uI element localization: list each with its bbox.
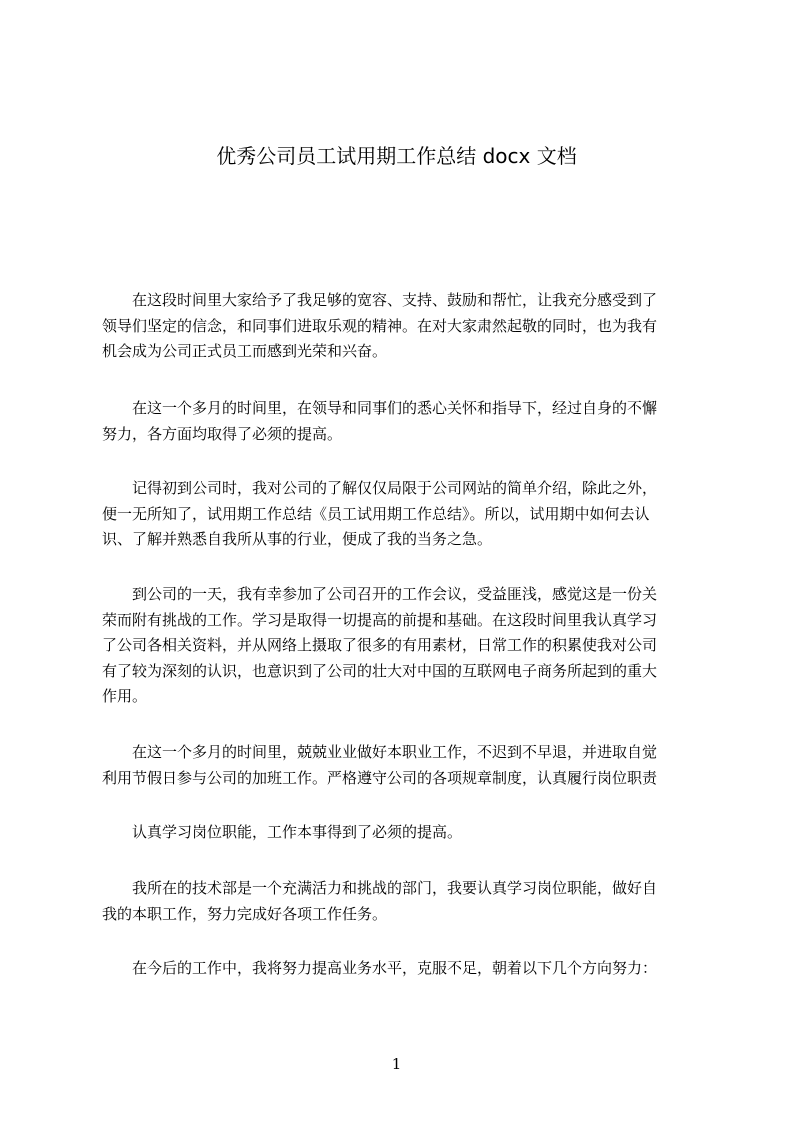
paragraph-7	[102, 876, 702, 927]
paragraph-line: 荣而附有挑战的工作。学习是取得一切提高的前提和基础。在这段时间里我认真学习	[102, 610, 658, 629]
paragraph-3	[102, 476, 702, 553]
paragraph-line: 领导们坚定的信念，和同事们进取乐观的精神。在对大家肃然起敬的同时，也为我有	[102, 316, 658, 335]
paragraph-line: 努力，各方面均取得了必须的提高。	[102, 424, 343, 443]
paragraph-5	[102, 740, 702, 791]
paragraph-line: 记得初到公司时，我对公司的了解仅仅局限于公司网站的简单介绍，除此之外，	[102, 479, 658, 497]
paragraph-line: 有了较为深刻的认识，也意识到了公司的壮大对中国的互联网电子商务所起到的重大	[102, 661, 658, 680]
paragraph-line: 了公司各相关资料，并从网络上摄取了很多的有用素材，日常工作的积累使我对公司	[102, 636, 658, 654]
paragraph-line: 我所在的技术部是一个充满活力和挑战的部门，我要认真学习岗位职能，做好自	[102, 879, 658, 897]
paragraph-line: 利用节假日参与公司的加班工作。严格遵守公司的各项规章制度，认真履行岗位职责	[102, 768, 658, 787]
page-number: 1	[391, 1055, 402, 1073]
paragraph-line: 我的本职工作，努力完成好各项工作任务。	[102, 904, 388, 923]
paragraph-line: 作用。	[102, 687, 148, 705]
paragraph-line: 在这一个多月的时间里，兢兢业业做好本职业工作，不迟到不早退，并进取自觉	[102, 743, 658, 761]
paragraph-6	[102, 820, 702, 846]
paragraph-line: 便一无所知了，试用期工作总结《员工试用期工作总结》。所以，试用期中如何去认	[102, 504, 650, 523]
paragraph-2	[102, 396, 702, 447]
paragraph-8	[102, 956, 702, 982]
paragraph-4	[102, 582, 702, 710]
paragraph-line: 认真学习岗位职能，工作本事得到了必须的提高。	[102, 823, 463, 841]
paragraph-line: 识、了解并熟悉自我所从事的行业，便成了我的当务之急。	[102, 530, 493, 548]
paragraph-1	[102, 288, 702, 365]
paragraph-line: 到公司的一天，我有幸参加了公司召开的工作会议，受益匪浅，感觉这是一份关	[102, 585, 658, 603]
paragraph-line: 在今后的工作中，我将努力提高业务水平，克服不足，朝着以下几个方向努力：	[102, 959, 658, 977]
document-title: 优秀公司员工试用期工作总结 docx 文档	[216, 144, 577, 168]
paragraph-line: 机会成为公司正式员工而感到光荣和兴奋。	[102, 342, 388, 360]
paragraph-line: 在这一个多月的时间里，在领导和同事们的悉心关怀和指导下，经过自身的不懈	[102, 399, 658, 417]
paragraph-line: 在这段时间里大家给予了我足够的宽容、支持、鼓励和帮忙，让我充分感受到了	[102, 291, 658, 309]
